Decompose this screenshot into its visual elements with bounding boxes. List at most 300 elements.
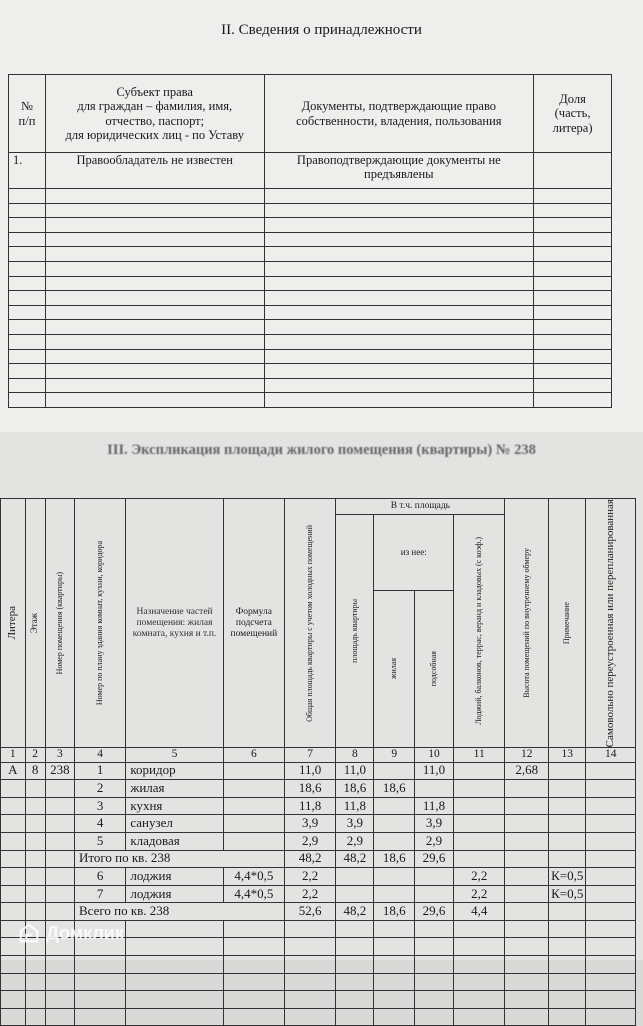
empty-cell bbox=[9, 247, 46, 262]
empty-cell bbox=[45, 305, 264, 320]
empty-cell bbox=[25, 1008, 45, 1026]
empty-cell bbox=[9, 189, 46, 204]
empty-cell bbox=[264, 189, 534, 204]
explication-row bbox=[1, 780, 636, 798]
column-number: 4 bbox=[75, 748, 126, 762]
formula-cell bbox=[223, 797, 284, 815]
empty-cell bbox=[549, 938, 586, 956]
empty-cell bbox=[285, 1008, 336, 1026]
empty-cell bbox=[534, 291, 612, 306]
empty-cell bbox=[454, 973, 505, 991]
empty-cell bbox=[285, 938, 336, 956]
floor-cell bbox=[25, 780, 45, 798]
floor-cell bbox=[25, 797, 45, 815]
empty-cell bbox=[25, 885, 45, 903]
empty-row bbox=[9, 378, 612, 393]
empty-cell bbox=[45, 1008, 74, 1026]
living-header: жилая bbox=[374, 590, 415, 748]
empty-cell bbox=[264, 378, 534, 393]
empty-cell bbox=[264, 291, 534, 306]
empty-cell bbox=[534, 276, 612, 291]
empty-row bbox=[9, 291, 612, 306]
apt-area-cell: 11,0 bbox=[336, 762, 374, 780]
empty-cell bbox=[549, 956, 586, 974]
empty-cell bbox=[264, 247, 534, 262]
empty-cell bbox=[75, 973, 126, 991]
empty-cell bbox=[264, 364, 534, 379]
empty-cell bbox=[75, 1008, 126, 1026]
empty-cell bbox=[534, 378, 612, 393]
litera-cell: А bbox=[1, 762, 26, 780]
apt-area-cell: 11,8 bbox=[336, 797, 374, 815]
empty-cell bbox=[223, 973, 284, 991]
empty-cell bbox=[454, 938, 505, 956]
litera-cell bbox=[1, 797, 26, 815]
empty-cell bbox=[264, 276, 534, 291]
loggia-cell: 2,2 bbox=[454, 868, 505, 886]
total-area-header: Общая площадь квартиры с учетом холодных помещений bbox=[285, 499, 336, 748]
purpose-cell: санузел bbox=[126, 815, 223, 833]
column-number: 12 bbox=[505, 748, 549, 762]
grand-total-row bbox=[1, 903, 636, 921]
height-header: Высота помещений по внутреннему обмеру bbox=[505, 499, 549, 748]
apt-area-cell: 2,9 bbox=[336, 832, 374, 850]
empty-cell bbox=[285, 920, 336, 938]
empty-row bbox=[9, 276, 612, 291]
empty-row bbox=[1, 973, 636, 991]
self-built-cell bbox=[586, 832, 636, 850]
empty-cell bbox=[45, 991, 74, 1009]
empty-cell bbox=[45, 203, 264, 218]
empty-cell bbox=[1, 885, 26, 903]
empty-cell bbox=[336, 991, 374, 1009]
floor-header: Этаж bbox=[25, 499, 45, 748]
empty-cell bbox=[336, 1008, 374, 1026]
living-cell bbox=[374, 832, 415, 850]
empty-cell bbox=[454, 850, 505, 868]
empty-cell bbox=[505, 868, 549, 886]
empty-cell bbox=[1, 1008, 26, 1026]
formula-cell: 4,4*0,5 bbox=[223, 868, 284, 886]
total-area-cell: 11,8 bbox=[285, 797, 336, 815]
watermark bbox=[18, 922, 124, 944]
empty-cell bbox=[126, 956, 223, 974]
empty-cell bbox=[586, 903, 636, 921]
total-area-cell: 2,2 bbox=[285, 868, 336, 886]
section-3-title: III. Экспликация площади жилого помещения (квартиры) № 238 bbox=[107, 442, 536, 458]
page-section-3 bbox=[0, 432, 643, 960]
height-cell: 2,68 bbox=[505, 762, 549, 780]
subtotal-total: 48,2 bbox=[285, 850, 336, 868]
empty-cell bbox=[9, 291, 46, 306]
note-cell bbox=[549, 780, 586, 798]
empty-cell bbox=[505, 973, 549, 991]
aux-cell: 2,9 bbox=[415, 832, 454, 850]
purpose-cell: кладовая bbox=[126, 832, 223, 850]
empty-cell bbox=[223, 938, 284, 956]
empty-cell bbox=[374, 956, 415, 974]
empty-cell bbox=[586, 973, 636, 991]
empty-cell bbox=[415, 868, 454, 886]
empty-cell bbox=[45, 276, 264, 291]
loggia-cell bbox=[454, 797, 505, 815]
column-number: 14 bbox=[586, 748, 636, 762]
empty-cell bbox=[25, 850, 45, 868]
empty-cell bbox=[549, 991, 586, 1009]
subtotal-apt: 48,2 bbox=[336, 850, 374, 868]
purpose-header: Назначение частей помещения: жилая комната, кухня и т.п. bbox=[126, 499, 223, 748]
height-cell bbox=[505, 797, 549, 815]
empty-cell bbox=[549, 920, 586, 938]
empty-cell bbox=[534, 334, 612, 349]
empty-cell bbox=[223, 991, 284, 1009]
empty-cell bbox=[223, 956, 284, 974]
col-subject-header: Субъект права для граждан – фамилия, имя, отчество, паспорт; для юридических лиц - по Уставу bbox=[45, 75, 264, 153]
empty-row bbox=[9, 232, 612, 247]
formula-cell bbox=[223, 762, 284, 780]
empty-cell bbox=[336, 938, 374, 956]
apt-area-cell: 18,6 bbox=[336, 780, 374, 798]
floor-cell bbox=[25, 815, 45, 833]
row1-num: 1. bbox=[9, 153, 46, 189]
empty-cell bbox=[45, 364, 264, 379]
empty-cell bbox=[374, 938, 415, 956]
col-share-header: Доля (часть, литера) bbox=[534, 75, 612, 153]
empty-cell bbox=[9, 364, 46, 379]
empty-cell bbox=[415, 956, 454, 974]
note-cell bbox=[549, 762, 586, 780]
empty-cell bbox=[45, 885, 74, 903]
empty-cell bbox=[454, 1008, 505, 1026]
empty-cell bbox=[45, 320, 264, 335]
empty-cell bbox=[586, 850, 636, 868]
self-built-cell bbox=[586, 762, 636, 780]
empty-cell bbox=[45, 349, 264, 364]
total-area-cell: 2,2 bbox=[285, 885, 336, 903]
empty-cell bbox=[415, 885, 454, 903]
column-number: 8 bbox=[336, 748, 374, 762]
empty-cell bbox=[285, 973, 336, 991]
room-no-cell bbox=[45, 815, 74, 833]
empty-cell bbox=[45, 218, 264, 233]
empty-cell bbox=[1, 868, 26, 886]
section-2-title: II. Сведения о принадлежности bbox=[221, 22, 422, 38]
column-number: 1 bbox=[1, 748, 26, 762]
empty-cell bbox=[126, 920, 223, 938]
explication-row bbox=[1, 762, 636, 780]
empty-cell bbox=[505, 1008, 549, 1026]
empty-cell bbox=[75, 991, 126, 1009]
floor-cell bbox=[25, 832, 45, 850]
grand-total-loggia: 4,4 bbox=[454, 903, 505, 921]
subtotal-row bbox=[1, 850, 636, 868]
empty-cell bbox=[9, 334, 46, 349]
empty-row bbox=[9, 305, 612, 320]
empty-cell bbox=[45, 334, 264, 349]
self-built-header: Самовольно переустроенная или перепланированная bbox=[586, 499, 636, 748]
empty-cell bbox=[1, 850, 26, 868]
loggia-row bbox=[1, 885, 636, 903]
column-number: 5 bbox=[126, 748, 223, 762]
empty-row bbox=[9, 218, 612, 233]
loggia-header: Лоджий, балконов, террас, веранд и кладовых (с коэф.) bbox=[454, 515, 505, 748]
empty-cell bbox=[1, 973, 26, 991]
empty-cell bbox=[415, 920, 454, 938]
empty-row bbox=[9, 364, 612, 379]
grand-total-label: Всего по кв. 238 bbox=[75, 903, 285, 921]
room-no-header: Номер помещения (квартиры) bbox=[45, 499, 74, 748]
empty-cell bbox=[534, 247, 612, 262]
empty-cell bbox=[505, 991, 549, 1009]
empty-cell bbox=[586, 920, 636, 938]
domclick-logo-icon bbox=[18, 922, 40, 944]
empty-cell bbox=[9, 378, 46, 393]
living-cell bbox=[374, 797, 415, 815]
empty-cell bbox=[45, 378, 264, 393]
column-number: 6 bbox=[223, 748, 284, 762]
empty-cell bbox=[415, 1008, 454, 1026]
living-cell bbox=[374, 815, 415, 833]
empty-cell bbox=[45, 903, 74, 921]
plan-no-header: Номер по плану здания комнат, кухни, коридора bbox=[75, 499, 126, 748]
purpose-cell: лоджия bbox=[126, 868, 223, 886]
empty-cell bbox=[9, 232, 46, 247]
empty-cell bbox=[336, 920, 374, 938]
empty-cell bbox=[549, 1008, 586, 1026]
self-built-cell bbox=[586, 815, 636, 833]
aux-cell: 3,9 bbox=[415, 815, 454, 833]
empty-cell bbox=[264, 349, 534, 364]
empty-cell bbox=[505, 938, 549, 956]
litera-header: Литера bbox=[1, 499, 26, 748]
grand-total-apt: 48,2 bbox=[336, 903, 374, 921]
empty-cell bbox=[9, 349, 46, 364]
empty-row bbox=[9, 261, 612, 276]
empty-cell bbox=[264, 232, 534, 247]
formula-cell: 4,4*0,5 bbox=[223, 885, 284, 903]
empty-cell bbox=[9, 218, 46, 233]
empty-cell bbox=[374, 885, 415, 903]
aux-header: подсобная bbox=[415, 590, 454, 748]
loggia-cell bbox=[454, 762, 505, 780]
plan-no-cell: 7 bbox=[75, 885, 126, 903]
empty-row bbox=[9, 393, 612, 408]
total-area-cell: 18,6 bbox=[285, 780, 336, 798]
subtotal-label: Итого по кв. 238 bbox=[75, 850, 285, 868]
apt-area-header: площадь квартиры bbox=[336, 515, 374, 748]
empty-cell bbox=[336, 973, 374, 991]
empty-row bbox=[9, 203, 612, 218]
plan-no-cell: 6 bbox=[75, 868, 126, 886]
room-no-cell bbox=[45, 780, 74, 798]
height-cell bbox=[505, 832, 549, 850]
grand-total-total: 52,6 bbox=[285, 903, 336, 921]
empty-cell bbox=[45, 261, 264, 276]
column-numbers-row bbox=[1, 748, 636, 762]
total-area-cell: 2,9 bbox=[285, 832, 336, 850]
empty-cell bbox=[374, 991, 415, 1009]
empty-row bbox=[9, 349, 612, 364]
empty-cell bbox=[534, 218, 612, 233]
from-them-header: из нее: bbox=[374, 515, 454, 591]
empty-cell bbox=[586, 991, 636, 1009]
living-cell: 18,6 bbox=[374, 780, 415, 798]
note-cell: К=0,5 bbox=[549, 885, 586, 903]
empty-cell bbox=[285, 991, 336, 1009]
plan-no-cell: 5 bbox=[75, 832, 126, 850]
empty-cell bbox=[415, 938, 454, 956]
empty-row bbox=[1, 991, 636, 1009]
grand-total-aux: 29,6 bbox=[415, 903, 454, 921]
formula-cell bbox=[223, 832, 284, 850]
explication-row bbox=[1, 797, 636, 815]
note-cell bbox=[549, 797, 586, 815]
empty-cell bbox=[223, 920, 284, 938]
empty-cell bbox=[336, 885, 374, 903]
empty-cell bbox=[25, 903, 45, 921]
room-no-cell bbox=[45, 832, 74, 850]
empty-cell bbox=[336, 956, 374, 974]
empty-cell bbox=[549, 973, 586, 991]
purpose-cell: кухня bbox=[126, 797, 223, 815]
room-no-cell: 238 bbox=[45, 762, 74, 780]
empty-cell bbox=[505, 956, 549, 974]
col-docs-header: Документы, подтверждающие право собственности, владения, пользования bbox=[264, 75, 534, 153]
empty-cell bbox=[586, 885, 636, 903]
empty-cell bbox=[1, 956, 26, 974]
empty-cell bbox=[45, 247, 264, 262]
row1-share bbox=[534, 153, 612, 189]
note-cell: К=0,5 bbox=[549, 868, 586, 886]
explication-row bbox=[1, 832, 636, 850]
empty-cell bbox=[45, 189, 264, 204]
empty-cell bbox=[126, 973, 223, 991]
empty-cell bbox=[126, 1008, 223, 1026]
empty-cell bbox=[336, 868, 374, 886]
empty-cell bbox=[45, 291, 264, 306]
height-cell bbox=[505, 780, 549, 798]
self-built-cell bbox=[586, 780, 636, 798]
empty-cell bbox=[45, 973, 74, 991]
column-number: 7 bbox=[285, 748, 336, 762]
empty-cell bbox=[264, 203, 534, 218]
empty-cell bbox=[1, 903, 26, 921]
apt-area-cell: 3,9 bbox=[336, 815, 374, 833]
loggia-cell bbox=[454, 832, 505, 850]
watermark-text: Домклик bbox=[46, 922, 124, 943]
empty-cell bbox=[25, 868, 45, 886]
empty-rows bbox=[9, 189, 612, 408]
page-section-2 bbox=[0, 0, 643, 432]
empty-cell bbox=[586, 1008, 636, 1026]
litera-cell bbox=[1, 832, 26, 850]
aux-cell: 11,0 bbox=[415, 762, 454, 780]
empty-cell bbox=[374, 973, 415, 991]
column-number: 2 bbox=[25, 748, 45, 762]
empty-cell bbox=[9, 320, 46, 335]
empty-cell bbox=[549, 903, 586, 921]
empty-cell bbox=[25, 956, 45, 974]
empty-cell bbox=[534, 232, 612, 247]
height-cell bbox=[505, 815, 549, 833]
empty-cell bbox=[75, 956, 126, 974]
empty-cell bbox=[25, 973, 45, 991]
purpose-cell: лоджия bbox=[126, 885, 223, 903]
empty-cell bbox=[126, 991, 223, 1009]
loggia-cell bbox=[454, 815, 505, 833]
living-cell bbox=[374, 762, 415, 780]
empty-cell bbox=[415, 973, 454, 991]
plan-no-cell: 4 bbox=[75, 815, 126, 833]
empty-cell bbox=[45, 850, 74, 868]
empty-cell bbox=[534, 393, 612, 408]
formula-cell bbox=[223, 815, 284, 833]
empty-row bbox=[9, 247, 612, 262]
column-number: 9 bbox=[374, 748, 415, 762]
row1-subject: Правообладатель не известен bbox=[45, 153, 264, 189]
litera-cell bbox=[1, 815, 26, 833]
empty-cell bbox=[374, 920, 415, 938]
empty-cell bbox=[223, 1008, 284, 1026]
empty-cell bbox=[9, 393, 46, 408]
ownership-table bbox=[8, 74, 612, 408]
empty-cell bbox=[534, 261, 612, 276]
empty-cell bbox=[126, 938, 223, 956]
empty-cell bbox=[534, 305, 612, 320]
empty-cell bbox=[374, 1008, 415, 1026]
empty-cell bbox=[45, 393, 264, 408]
explication-row bbox=[1, 815, 636, 833]
column-number: 13 bbox=[549, 748, 586, 762]
litera-cell bbox=[1, 780, 26, 798]
plan-no-cell: 2 bbox=[75, 780, 126, 798]
room-no-cell bbox=[45, 797, 74, 815]
column-number: 10 bbox=[415, 748, 454, 762]
empty-cell bbox=[45, 868, 74, 886]
total-area-cell: 11,0 bbox=[285, 762, 336, 780]
column-number: 3 bbox=[45, 748, 74, 762]
row1-docs: Правоподтверждающие документы не предъявлены bbox=[264, 153, 534, 189]
empty-cell bbox=[534, 320, 612, 335]
empty-cell bbox=[374, 868, 415, 886]
empty-cell bbox=[264, 305, 534, 320]
empty-row bbox=[9, 189, 612, 204]
empty-cell bbox=[9, 305, 46, 320]
empty-cell bbox=[505, 920, 549, 938]
empty-cell bbox=[264, 320, 534, 335]
empty-cell bbox=[9, 261, 46, 276]
subtotal-living: 18,6 bbox=[374, 850, 415, 868]
note-cell bbox=[549, 832, 586, 850]
empty-cell bbox=[534, 203, 612, 218]
empty-cell bbox=[586, 956, 636, 974]
empty-cell bbox=[45, 956, 74, 974]
empty-row bbox=[1, 1008, 636, 1026]
floor-cell: 8 bbox=[25, 762, 45, 780]
empty-cell bbox=[534, 189, 612, 204]
aux-cell bbox=[415, 780, 454, 798]
empty-cell bbox=[534, 349, 612, 364]
purpose-cell: коридор bbox=[126, 762, 223, 780]
incl-area-header: В т.ч. площадь bbox=[336, 499, 505, 515]
empty-cell bbox=[586, 938, 636, 956]
empty-row bbox=[1, 956, 636, 974]
empty-cell bbox=[264, 393, 534, 408]
plan-no-cell: 1 bbox=[75, 762, 126, 780]
empty-cell bbox=[454, 956, 505, 974]
grand-total-living: 18,6 bbox=[374, 903, 415, 921]
loggia-row bbox=[1, 868, 636, 886]
